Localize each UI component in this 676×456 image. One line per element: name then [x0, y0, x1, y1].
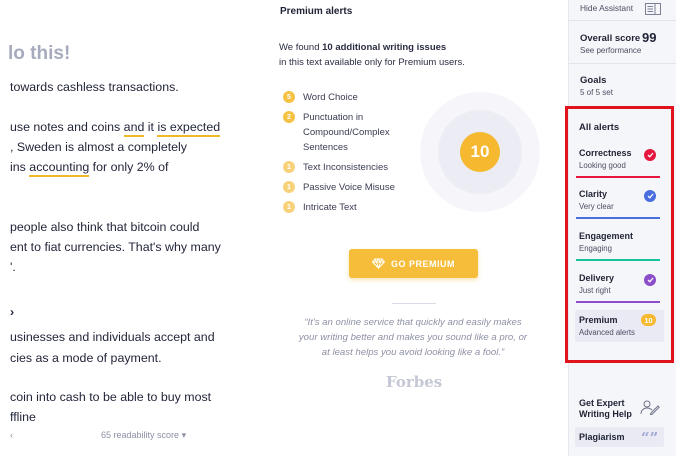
panel-toggle-icon[interactable]: [645, 3, 661, 15]
premium-count-badge: 10: [641, 314, 656, 326]
readability-score[interactable]: ‹ 65 readability score ▾: [10, 430, 187, 440]
expert-writer-icon[interactable]: [640, 399, 660, 415]
panel-title: Premium alerts: [280, 6, 353, 17]
text-line[interactable]: '.: [10, 260, 16, 274]
category-underline: [576, 259, 660, 261]
text-line[interactable]: , Sweden is almost a completely: [10, 140, 187, 154]
go-premium-button[interactable]: GO PREMIUM: [349, 249, 478, 278]
check-icon: [644, 149, 656, 161]
chevron-down-icon: ▾: [181, 430, 187, 440]
category-underline: [576, 176, 660, 178]
highlight-suggestion[interactable]: accounting: [29, 160, 89, 177]
expert-help-button[interactable]: Get Expert Writing Help: [579, 398, 632, 419]
testimonial-quote: “It's an online service that quickly and easily makes your writing better and makes you sound like a pro, or at least helps you avoid looking like a fool.”: [298, 317, 528, 358]
category-engagement[interactable]: Engagement Engaging: [576, 231, 660, 268]
goals-status[interactable]: 5 of 5 set: [580, 88, 613, 97]
goals-label[interactable]: Goals: [580, 75, 607, 86]
forbes-logo: Forbes: [386, 373, 443, 391]
category-underline: [576, 301, 660, 303]
text-line[interactable]: coin into cash to be able to buy most: [10, 390, 212, 404]
issue-count-badge: 5: [283, 91, 295, 103]
total-issues-badge: 10: [460, 132, 500, 172]
divider: [569, 63, 676, 64]
divider: [569, 20, 676, 21]
see-performance-link[interactable]: See performance: [580, 46, 642, 55]
category-underline: [576, 217, 660, 219]
issue-item: 1 Intricate Text: [283, 200, 357, 215]
premium-alerts-panel: [258, 0, 558, 456]
text-line[interactable]: people also think that bitcoin could: [10, 220, 200, 234]
issue-item: 2 Punctuation in Compound/Complex Sentences: [283, 110, 403, 155]
document-title[interactable]: lo this!: [8, 43, 71, 64]
diamond-icon: [372, 258, 385, 269]
plagiarism-button[interactable]: Plagiarism “”: [575, 427, 664, 447]
overall-score-value[interactable]: 99: [642, 30, 657, 45]
text-line[interactable]: ent to fiat currencies. That's why many: [10, 240, 221, 254]
issue-item: 5 Word Choice: [283, 90, 358, 105]
text-line[interactable]: ins accounting for only 2% of: [10, 160, 168, 174]
issue-item: 1 Passive Voice Misuse: [283, 180, 395, 195]
category-correctness[interactable]: Correctness Looking good: [576, 148, 660, 185]
text-line[interactable]: towards cashless transactions.: [10, 80, 179, 94]
divider: [392, 303, 436, 304]
issue-count-badge: 2: [283, 111, 295, 123]
text-line[interactable]: cies as a mode of payment.: [10, 351, 162, 365]
hide-assistant-button[interactable]: Hide Assistant: [580, 3, 634, 13]
issue-count-badge: 1: [283, 201, 295, 213]
text-line[interactable]: ›: [10, 305, 15, 319]
premium-summary: We found 10 additional writing issues in this text available only for Premium users.: [279, 42, 465, 68]
category-premium[interactable]: Premium Advanced alerts 10: [575, 310, 664, 342]
document-editor[interactable]: [0, 0, 248, 456]
category-clarity[interactable]: Clarity Very clear: [576, 189, 660, 226]
category-delivery[interactable]: Delivery Just right: [576, 273, 660, 310]
text-line[interactable]: usinesses and individuals accept and: [10, 330, 215, 344]
highlight-suggestion[interactable]: and: [124, 120, 145, 137]
issue-item: 1 Text Inconsistencies: [283, 160, 388, 175]
text-line[interactable]: use notes and coins and it is expected: [10, 120, 220, 134]
check-icon: [644, 274, 656, 286]
issue-count-badge: 1: [283, 161, 295, 173]
quotes-icon: “”: [641, 429, 659, 447]
overall-score-label[interactable]: Overall score: [580, 33, 641, 44]
check-icon: [644, 190, 656, 202]
text-line[interactable]: ffline: [10, 410, 36, 424]
all-alerts-tab[interactable]: All alerts: [579, 122, 620, 133]
issue-count-badge: 1: [283, 181, 295, 193]
highlight-suggestion[interactable]: is expected: [157, 120, 220, 137]
